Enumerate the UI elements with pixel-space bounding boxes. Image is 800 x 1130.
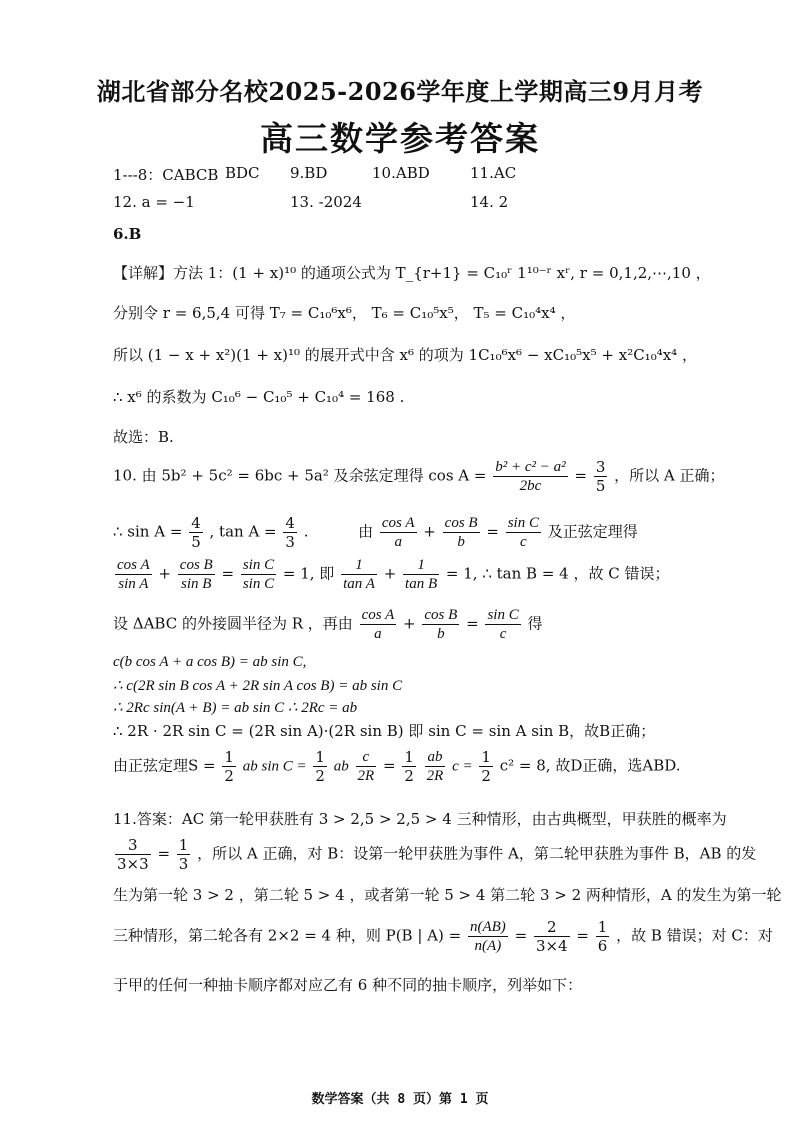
numerator: 3 — [595, 458, 606, 476]
fraction — [241, 556, 276, 593]
q10-l4-post: 得 — [527, 614, 543, 633]
plus: + — [383, 564, 397, 583]
numerator: 3 — [115, 836, 151, 855]
q10-line-9 — [113, 748, 681, 785]
fraction — [222, 748, 236, 785]
denominator: 3 — [285, 533, 295, 551]
q10-l2-pre: ∴ sin A = — [113, 522, 183, 541]
fraction — [360, 606, 397, 643]
exam-title: 湖北省部分名校2025-2026学年度上学期高三9月月考 — [96, 77, 704, 106]
equals: = — [574, 466, 588, 485]
q10-line-5: c(b cos A + a cos B) = ab sin C, — [113, 654, 307, 670]
fraction — [115, 556, 152, 593]
denominator: b — [457, 534, 465, 550]
numerator: cos A — [117, 557, 150, 573]
denominator: 2R — [426, 768, 444, 784]
fraction — [493, 458, 567, 495]
denominator: 5 — [595, 477, 606, 495]
numerator: cos B — [179, 557, 213, 573]
fraction — [479, 748, 493, 785]
answer-9: 9.BD — [290, 164, 328, 182]
q10-l9-pre: 由正弦定理S = — [113, 756, 216, 775]
fraction — [189, 514, 203, 551]
numerator: c — [356, 748, 377, 767]
fraction — [178, 556, 215, 593]
numerator: 4 — [285, 514, 295, 532]
q10-line-8: ∴ 2R · 2R sin C = (2R sin A)·(2R sin B) 即 sin C = sin A sin B，故B正确； — [113, 722, 656, 740]
denominator: 2R — [357, 768, 375, 784]
q10-l9-a: ab sin C = — [242, 758, 307, 775]
q10-line-7: ∴ 2Rc sin(A + B) = ab sin C ∴ 2Rc = ab — [113, 700, 358, 716]
q11-line-3: 生为第一轮 3 > 2 ，第二轮 5 > 4 ，或者第一轮 5 > 4 第二轮 3 > 2 两种情形，A 的发生为第一轮 — [113, 886, 782, 904]
equals: = — [486, 522, 499, 541]
q6-heading: 6.B — [113, 225, 142, 243]
q10-l9-post: c² = 8, 故D正确，选ABD. — [499, 756, 681, 775]
q10-l2-by: 由 — [358, 522, 374, 541]
numerator: 1 — [403, 556, 439, 575]
fraction — [283, 514, 297, 551]
equals: = — [221, 564, 235, 583]
denominator: c — [520, 534, 527, 550]
numerator: 1 — [178, 836, 189, 854]
numerator: sin C — [507, 515, 539, 531]
fraction — [596, 918, 610, 955]
answer-14: 14. 2 — [470, 193, 509, 211]
equals: = — [157, 844, 171, 863]
denominator: tan B — [405, 576, 438, 592]
q10-l2-mid: , tan A = — [209, 522, 277, 541]
numerator: ab — [425, 748, 446, 767]
q11-l4-post: ，故 B 错误；对 C：对 — [616, 926, 773, 945]
denominator: n(A) — [474, 938, 502, 954]
fraction — [425, 748, 446, 785]
fraction — [485, 606, 520, 643]
q10-line-4 — [113, 606, 543, 643]
answer-key-title: 高三数学参考答案 — [260, 119, 540, 158]
q6-line-5: 故选：B. — [113, 428, 174, 446]
q6-line-1: 【详解】方法 1：(1 + x)¹⁰ 的通项公式为 T_{r+1} = C₁₀ʳ 1¹⁰⁻ʳ xʳ, r = 0,1,2,⋯,10 ， — [113, 264, 711, 282]
denominator: 2 — [404, 767, 414, 785]
numerator: n(AB) — [469, 919, 506, 935]
numerator: cos B — [424, 607, 458, 623]
fraction — [402, 748, 416, 785]
denominator: a — [374, 626, 382, 642]
q10-line-1 — [113, 458, 725, 495]
q10-l4-pre: 设 ΔABC 的外接圆半径为 R ，再由 — [113, 614, 353, 633]
q11-line-2 — [113, 836, 756, 873]
period: . — [303, 522, 309, 541]
numerator: 1 — [315, 748, 325, 766]
answers-1-8: 1---8：CABCB — [113, 166, 219, 184]
denominator: b — [437, 626, 445, 642]
page-footer: 数学答案（共 8 页）第 1 页 — [311, 1092, 489, 1107]
denominator: 3×3 — [117, 855, 149, 873]
plus: + — [158, 564, 171, 583]
denominator: 5 — [191, 533, 201, 551]
denominator: sin B — [181, 576, 212, 592]
denominator: 2bc — [519, 478, 542, 494]
denominator: 3 — [178, 855, 189, 873]
numerator: cos A — [361, 607, 395, 623]
numerator: b² + c² − a² — [495, 459, 566, 475]
q6-line-3: 所以 (1 − x + x²)(1 + x)¹⁰ 的展开式中含 x⁶ 的项为 1C₁₀⁶x⁶ − xC₁₀⁵x⁵ + x²C₁₀⁴x⁴ ， — [113, 346, 697, 364]
q10-line-6: ∴ c(2R sin B cos A + 2R sin A cos B) = ab sin C — [113, 678, 403, 694]
answers-6-8: BDC — [225, 164, 260, 182]
q10-l3-mid: = 1, 即 — [282, 564, 335, 583]
numerator: cos B — [444, 515, 478, 531]
q11-line-1: 11.答案：AC 第一轮甲获胜有 3 > 2,5 > 2,5 > 4 三种情形，由古典概型，甲获胜的概率为 — [113, 810, 727, 828]
fraction — [177, 836, 191, 873]
fraction — [115, 836, 151, 873]
numerator: 4 — [191, 514, 201, 532]
fraction — [341, 556, 377, 593]
numerator: 1 — [224, 748, 234, 766]
denominator: 6 — [597, 937, 608, 955]
q10-l3-post: = 1, ∴ tan B = 4 ，故 C 错误； — [445, 564, 670, 583]
q6-line-2: 分别令 r = 6,5,4 可得 T₇ = C₁₀⁶x⁶， T₆ = C₁₀⁵x⁵， T₅ = C₁₀⁴x⁴ ， — [113, 304, 576, 322]
numerator: cos A — [381, 515, 415, 531]
equals: = — [514, 926, 528, 945]
denominator: 3×4 — [535, 937, 568, 955]
fraction — [380, 514, 417, 551]
numerator: 2 — [534, 918, 570, 937]
answer-12: 12. a = −1 — [113, 193, 195, 211]
q6-line-4: ∴ x⁶ 的系数为 C₁₀⁶ − C₁₀⁵ + C₁₀⁴ = 168 . — [113, 388, 405, 406]
plus: + — [423, 522, 436, 541]
q10-l9-b: ab — [333, 758, 349, 775]
plus: + — [403, 614, 416, 633]
numerator: 1 — [481, 748, 491, 766]
answer-13: 13. -2024 — [290, 193, 362, 211]
fraction — [594, 458, 608, 495]
denominator: sin A — [118, 576, 149, 592]
denominator: sin C — [242, 576, 275, 592]
fraction — [403, 556, 439, 593]
fraction — [534, 918, 570, 955]
fraction — [443, 514, 480, 551]
q10-l1-post: ，所以 A 正确； — [614, 466, 725, 485]
q10-line-3 — [113, 556, 670, 593]
q10-l2-post: 及正弦定理得 — [547, 522, 638, 541]
answer-11: 11.AC — [470, 164, 517, 182]
q11-line-4 — [113, 918, 773, 955]
numerator: 1 — [341, 556, 377, 575]
q10-line-2 — [113, 514, 638, 551]
equals: = — [382, 756, 396, 775]
answer-10: 10.ABD — [372, 164, 430, 182]
q10-l9-c: c = — [452, 758, 473, 775]
fraction — [422, 606, 459, 643]
denominator: 2 — [481, 767, 491, 785]
fraction — [313, 748, 327, 785]
q11-line-5: 于甲的任何一种抽卡顺序都对应乙有 6 种不同的抽卡顺序，列举如下： — [113, 976, 583, 994]
q10-l1-pre: 10. 由 5b² + 5c² = 6bc + 5a² 及余弦定理得 cos A = — [113, 466, 487, 485]
numerator: sin C — [242, 557, 275, 573]
numerator: 1 — [597, 918, 608, 936]
denominator: tan A — [343, 576, 375, 592]
q11-l4-pre: 三种情形，第二轮各有 2×2 = 4 种，则 P(B | A) = — [113, 926, 462, 945]
denominator: c — [499, 626, 507, 642]
numerator: sin C — [487, 607, 519, 623]
denominator: 2 — [224, 767, 234, 785]
fraction — [506, 514, 541, 551]
equals: = — [576, 926, 589, 945]
fraction — [468, 918, 508, 955]
equals: = — [466, 614, 479, 633]
denominator: 2 — [315, 767, 325, 785]
denominator: a — [394, 534, 402, 550]
fraction — [356, 748, 377, 785]
q11-l2-post: ，所以 A 正确，对 B：设第一轮甲获胜为事件 A，第二轮甲获胜为事件 B，AB 的发 — [197, 844, 757, 863]
numerator: 1 — [404, 748, 414, 766]
